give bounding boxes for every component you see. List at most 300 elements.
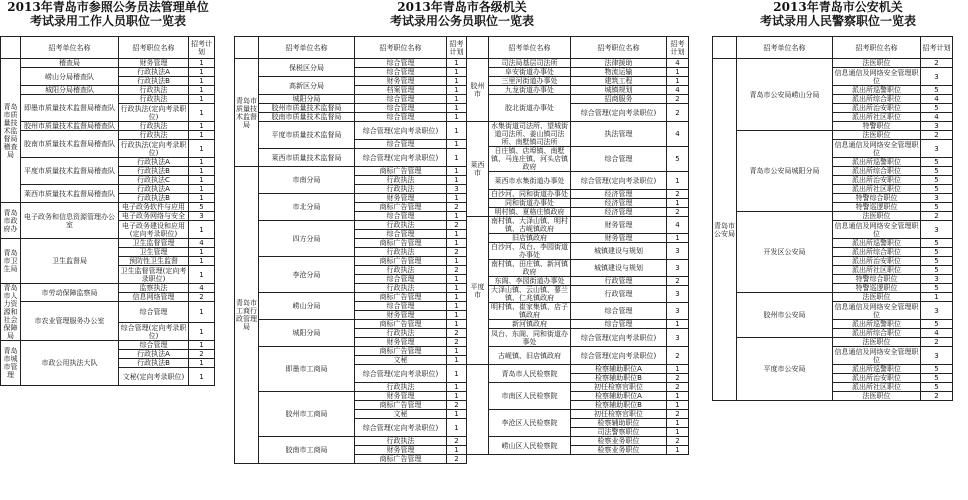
unit-cell: 莱西市质量技术监督局 (259, 149, 355, 167)
count-cell: 1 (189, 248, 215, 257)
count-cell: 1 (447, 410, 467, 419)
job-cell: 行政执法 (355, 248, 447, 257)
job-cell: 行政执法 (355, 221, 447, 230)
job-cell: 信息网络管理 (119, 293, 189, 302)
job-cell: 行政管理 (571, 277, 667, 286)
count-cell: 1 (189, 104, 215, 122)
job-cell: 行政执法C (119, 176, 189, 185)
job-cell: 派出所治安职位 (833, 176, 921, 185)
unit-cell: 胶州市工商局 (259, 392, 355, 437)
job-cell: 行政执法 (355, 185, 447, 194)
table-row (235, 293, 467, 302)
job-cell: 行政执法 (355, 437, 447, 446)
job-cell: 行政执法A (119, 68, 189, 77)
unit-cell: 市农业管理服务办公室 (21, 302, 119, 341)
job-cell: 派出所综合职位 (833, 329, 921, 338)
count-cell: 5 (921, 86, 953, 95)
unit-cell: 即墨市工商局 (259, 347, 355, 392)
job-cell: 综合管理(定向考录职位) (571, 172, 667, 190)
count-cell: 1 (667, 199, 689, 208)
count-cell: 4 (667, 122, 689, 147)
sheet-government-agencies (234, 0, 690, 500)
unit-cell: 平度市公安局 (737, 338, 833, 401)
job-cell: 行政执法 (119, 131, 189, 140)
job-cell: 文秘 (355, 356, 447, 365)
count-cell: 2 (447, 401, 467, 410)
org-cell (467, 365, 489, 455)
unit-cell: 同和街道办事处 (489, 199, 571, 208)
table-row (467, 190, 689, 199)
unit-cell: 保税区分局 (259, 59, 355, 77)
table-row (1, 185, 215, 194)
job-cell: 信息通信及网络安全管理职位 (834, 221, 919, 238)
unit-cell: 日庄镇、店埠镇、南墅镇、马连庄镇、河头店镇政府 (489, 147, 571, 172)
count-cell: 1 (667, 320, 689, 329)
header-count: 招考计划 (447, 37, 467, 59)
job-cell: 商标广告管理 (355, 347, 447, 356)
unit-cell: 青岛市人民检察院 (489, 365, 571, 383)
job-cell: 初任检察官职位 (571, 383, 667, 392)
count-cell: 1 (447, 86, 467, 95)
job-cell: 卫生管理 (119, 248, 189, 257)
count-cell: 1 (667, 365, 689, 374)
job-cell: 综合管理 (355, 113, 447, 122)
count-cell: 1 (189, 194, 215, 203)
count-cell: 1 (667, 419, 689, 428)
org-cell: 青岛市质量技术监督局稽查局 (1, 59, 21, 203)
table-row (1, 203, 215, 212)
job-cell: 综合管理(定向考录职位) (355, 365, 447, 383)
unit-cell: 三里河街道办事处 (489, 77, 571, 86)
org-cell: 青岛市公安局 (713, 59, 737, 401)
job-cell: 综合管理 (355, 140, 447, 149)
job-cell: 经济管理 (571, 190, 667, 199)
count-cell: 1 (447, 230, 467, 239)
job-cell: 检察辅助职位B (571, 374, 667, 383)
table-row (1, 158, 215, 167)
unit-cell: 莱西市质量技术监督局稽查队 (21, 185, 119, 203)
count-cell: 3 (921, 275, 953, 284)
unit-cell: 南村镇、田庄镇、新河镇政府 (489, 260, 571, 277)
count-cell: 3 (921, 122, 953, 131)
job-cell: 行政执法 (355, 176, 447, 185)
sheet1-position-table (0, 36, 215, 386)
unit-cell: 崂山区人民检察院 (489, 437, 571, 455)
count-cell: 2 (667, 277, 689, 286)
job-cell: 综合管理 (355, 59, 447, 68)
count-cell: 1 (447, 419, 467, 437)
count-cell: 1 (189, 185, 215, 194)
org-cell: 莱西市 (467, 122, 489, 217)
count-cell: 4 (921, 329, 953, 338)
count-cell: 1 (667, 234, 689, 243)
count-cell: 3 (667, 329, 689, 347)
unit-cell: 平度市质量技术监督局稽查队 (21, 158, 119, 185)
count-cell: 1 (667, 392, 689, 401)
header-count: 招考计划 (667, 37, 689, 59)
unit-cell: 李沧分局 (259, 257, 355, 293)
job-cell: 预防性卫生监督 (119, 257, 189, 266)
sheet2-title-line2: 考试录用公务员职位一览表 (389, 14, 534, 28)
count-cell: 3 (667, 243, 689, 260)
job-cell: 特警巡逻职位 (833, 284, 921, 293)
job-cell: 行政执法 (119, 122, 189, 131)
count-cell: 5 (921, 203, 953, 212)
unit-cell: 白沙河、同和街道办事处 (489, 190, 571, 199)
count-cell: 1 (447, 446, 467, 455)
count-cell: 5 (189, 203, 215, 212)
count-cell: 1 (447, 293, 467, 302)
unit-cell: 凤台、东阁、同和街道办事处 (489, 329, 571, 347)
table-row (235, 437, 467, 446)
count-cell: 2 (921, 59, 953, 68)
job-cell: 行政执法(定向考录职位) (119, 140, 189, 158)
table-row (467, 217, 689, 234)
count-cell: 1 (189, 68, 215, 77)
job-cell: 综合管理 (355, 302, 447, 311)
job-cell: 信息通信及网络安全管理职位 (834, 347, 919, 364)
count-cell: 1 (189, 221, 215, 239)
count-cell: 3 (667, 260, 689, 277)
job-cell: 行政执法 (119, 95, 189, 104)
count-cell: 2 (667, 95, 689, 104)
table-row (467, 437, 689, 446)
unit-cell: 司法局基层司法所 (489, 59, 571, 68)
count-cell: 4 (921, 95, 953, 104)
count-cell: 1 (447, 212, 467, 221)
unit-cell: 胶州市质量技术监督局 (259, 104, 355, 113)
table-row (235, 113, 467, 122)
count-cell: 3 (667, 286, 689, 303)
count-cell: 3 (921, 140, 953, 158)
table-row (235, 194, 467, 203)
job-cell: 派出所巡警职位 (833, 239, 921, 248)
job-cell: 综合管理 (355, 275, 447, 284)
count-cell: 1 (189, 131, 215, 140)
count-cell: 5 (921, 158, 953, 167)
job-cell: 综合管理 (355, 212, 447, 221)
job-cell: 财务管理 (571, 234, 667, 243)
header-job: 招考职位名称 (833, 37, 921, 59)
table-row (713, 338, 953, 347)
table-row (713, 212, 953, 221)
job-cell: 法医职位 (833, 212, 921, 221)
table-row (467, 199, 689, 208)
count-cell: 2 (447, 329, 467, 338)
count-cell: 2 (667, 383, 689, 392)
count-cell: 1 (189, 359, 215, 368)
count-cell: 2 (447, 455, 467, 464)
count-cell: 1 (447, 194, 467, 203)
table-row (1, 239, 215, 248)
unit-cell: 稽查局 (21, 59, 119, 68)
unit-cell: 崂山分局稽查队 (21, 68, 119, 86)
job-cell: 派出所综合职位 (833, 95, 921, 104)
table-row (1, 59, 215, 68)
count-cell: 5 (667, 147, 689, 172)
job-cell: 行政执法 (119, 86, 189, 95)
unit-cell: 市南区人民检察院 (489, 383, 571, 410)
count-cell: 2 (921, 131, 953, 140)
job-cell: 商标广告管理 (355, 239, 447, 248)
sheet-police-recruitment (712, 0, 951, 500)
count-cell: 1 (447, 77, 467, 86)
job-cell: 招商服务 (571, 95, 667, 104)
table-row (467, 365, 689, 374)
job-cell: 物流运输 (571, 68, 667, 77)
job-cell: 检察辅助职位B (571, 401, 667, 410)
table-row (235, 257, 467, 266)
count-cell: 1 (189, 302, 215, 323)
count-cell: 2 (921, 212, 953, 221)
count-cell: 5 (921, 104, 953, 113)
unit-cell: 开发区公安局 (737, 212, 833, 293)
job-cell: 商标广告管理 (355, 320, 447, 329)
count-cell: 1 (447, 122, 467, 140)
count-cell: 1 (447, 392, 467, 401)
table-row (235, 59, 467, 68)
job-cell: 特警综合职位 (833, 194, 921, 203)
count-cell: 1 (189, 158, 215, 167)
job-cell: 派出所巡警职位 (833, 320, 921, 329)
table-row (713, 293, 953, 302)
count-cell: 1 (921, 293, 953, 302)
count-cell: 3 (189, 212, 215, 221)
table-row (235, 77, 467, 86)
job-cell: 行政执法B (119, 77, 189, 86)
job-cell: 综合管理 (571, 147, 667, 172)
job-cell: 综合管理(定向考录职位) (355, 419, 447, 437)
job-cell: 城镇建设与规划 (571, 260, 667, 277)
count-cell: 5 (921, 257, 953, 266)
count-cell: 1 (447, 257, 467, 266)
count-cell: 1 (447, 347, 467, 356)
table-row (467, 77, 689, 86)
job-cell: 财务管理 (355, 338, 447, 347)
count-cell: 4 (667, 86, 689, 95)
job-cell: 派出所巡警职位 (833, 158, 921, 167)
job-cell: 综合管理 (119, 302, 189, 323)
job-cell: 行政执法 (355, 329, 447, 338)
count-cell: 1 (667, 428, 689, 437)
count-cell: 1 (447, 68, 467, 77)
count-cell: 2 (667, 374, 689, 383)
job-cell: 特警巡逻职位 (833, 203, 921, 212)
unit-cell: 胶州市质量技术监督局稽查队 (21, 122, 119, 131)
job-cell: 行政执法A (119, 185, 189, 194)
job-cell: 综合管理 (355, 68, 447, 77)
job-cell: 商标广告管理 (355, 257, 447, 266)
job-cell: 派出所社区职位 (833, 383, 921, 392)
unit-cell: 市政公用执法大队 (21, 341, 119, 386)
header-job: 招考职位名称 (571, 37, 667, 59)
table-row (1, 86, 215, 95)
count-cell: 1 (189, 368, 215, 386)
count-cell: 1 (667, 446, 689, 455)
job-cell: 财务管理 (355, 194, 447, 203)
count-cell: 1 (447, 167, 467, 176)
unit-cell: 东阁、李园街道办事处 (489, 277, 571, 286)
table-row (1, 95, 215, 104)
unit-cell: 四方分局 (259, 221, 355, 257)
count-cell: 1 (189, 86, 215, 95)
table-row (467, 208, 689, 217)
count-cell: 2 (189, 350, 215, 359)
job-cell: 文秘 (355, 410, 447, 419)
count-cell: 1 (447, 149, 467, 167)
job-cell: 财务管理 (355, 392, 447, 401)
job-cell: 综合管理(定向考录职位) (119, 323, 189, 341)
count-cell: 2 (447, 203, 467, 212)
count-cell: 1 (447, 302, 467, 311)
unit-cell: 九龙街道办事处 (489, 86, 571, 95)
count-cell: 4 (667, 217, 689, 234)
count-cell: 2 (189, 293, 215, 302)
count-cell: 2 (667, 410, 689, 419)
table-row (1, 284, 215, 293)
job-cell: 财务管理 (571, 217, 667, 234)
org-cell: 青岛市工商行政管理局 (235, 167, 259, 464)
job-cell: 信息通信及网络安全管理职位 (834, 302, 919, 319)
job-cell: 综合管理(定向考录职位) (355, 149, 447, 167)
count-cell: 4 (189, 284, 215, 293)
table-row (467, 260, 689, 277)
count-cell: 1 (189, 140, 215, 158)
unit-cell: 城阳分局 (259, 95, 355, 104)
count-cell: 4 (189, 239, 215, 248)
table-row (467, 172, 689, 190)
header-job: 招考职位名称 (355, 37, 447, 59)
unit-cell: 卫生监督局 (21, 239, 119, 284)
table-row (467, 68, 689, 77)
unit-cell: 胶北街道办事处 (489, 95, 571, 122)
job-cell: 检察辅助职位A (571, 365, 667, 374)
count-cell: 5 (921, 383, 953, 392)
count-cell: 1 (447, 140, 467, 149)
sheet2-title-line1: 2013年青岛市各级机关 (397, 0, 527, 14)
count-cell: 1 (189, 176, 215, 185)
job-cell: 城镇建设与规划 (571, 243, 667, 260)
count-cell: 3 (921, 347, 953, 365)
unit-cell: 白沙河、凤台、李园街道办事处 (489, 243, 571, 260)
unit-cell: 大泽山镇、云山镇、蓼兰镇、仁兆镇政府 (489, 286, 571, 303)
table-row (235, 167, 467, 176)
unit-cell: 旧店镇政府 (489, 234, 571, 243)
unit-cell: 市劳动保障监察局 (21, 284, 119, 302)
header-org (1, 37, 21, 59)
count-cell: 2 (667, 347, 689, 365)
unit-cell: 胶南市质量技术监督局稽查队 (21, 131, 119, 158)
header-unit: 招考单位名称 (259, 37, 355, 59)
count-cell: 2 (921, 392, 953, 401)
job-cell: 监察执法 (119, 284, 189, 293)
count-cell: 4 (921, 113, 953, 122)
sheet3-title-line1: 2013年青岛市公安机关 (773, 0, 903, 14)
header-org (467, 37, 489, 59)
sheet1-title-line1: 2013年青岛市参照公务员法管理单位 (7, 0, 209, 14)
job-cell: 综合管理(定向考录职位) (355, 122, 447, 140)
job-cell: 文秘(定向考录职位) (119, 368, 189, 386)
header-count: 招考计划 (921, 37, 953, 59)
job-cell: 综合管理(定向考录职位) (571, 347, 667, 365)
count-cell: 3 (667, 303, 689, 320)
table-row (467, 59, 689, 68)
table-row (467, 86, 689, 95)
count-cell: 1 (447, 311, 467, 320)
unit-cell: 城阳分局 (259, 320, 355, 347)
job-cell: 电子政务建设和应用(定向考录职位) (119, 221, 189, 239)
job-cell: 行政执法B (119, 194, 189, 203)
table-row (467, 347, 689, 365)
count-cell: 1 (447, 365, 467, 383)
unit-cell: 明村镇、崔家集镇、店子镇政府 (489, 303, 571, 320)
job-cell: 法律援助 (571, 59, 667, 68)
job-cell: 综合管理 (355, 104, 447, 113)
job-cell: 财务管理 (355, 77, 447, 86)
job-cell: 检察辅助职位A (571, 392, 667, 401)
count-cell: 1 (447, 284, 467, 293)
count-cell: 1 (447, 239, 467, 248)
unit-cell: 古岘镇、旧店镇政府 (489, 347, 571, 365)
job-cell: 特警综合职位 (833, 275, 921, 284)
unit-cell: 胶南市质量技术监督局 (259, 113, 355, 122)
sheet3-title-line2: 考试录用人民警察职位一览表 (759, 14, 916, 28)
job-cell: 派出所治安职位 (833, 374, 921, 383)
job-cell: 特警职位 (833, 122, 921, 131)
table-row (467, 320, 689, 329)
unit-cell: 水集街道司法所、望城街道司法所、姜山镇司法所、南墅镇司法所 (489, 122, 571, 147)
count-cell: 1 (189, 77, 215, 86)
job-cell: 初任检察官职位 (571, 410, 667, 419)
job-cell: 司法警察职位 (571, 428, 667, 437)
unit-cell: 李沧区人民检察院 (489, 410, 571, 437)
table-row (235, 221, 467, 230)
header-org (235, 37, 259, 59)
count-cell: 2 (667, 437, 689, 446)
job-cell: 行政管理 (571, 286, 667, 303)
unit-cell: 阜安街道办事处 (489, 68, 571, 77)
table-row (713, 59, 953, 68)
table-row (235, 149, 467, 167)
job-cell: 行政执法(定向考录职位) (119, 104, 189, 122)
org-cell: 胶州市 (467, 59, 489, 122)
table-row (467, 329, 689, 347)
table-row (713, 131, 953, 140)
count-cell: 2 (447, 437, 467, 446)
job-cell: 档案管理 (355, 86, 447, 95)
table-row (467, 286, 689, 303)
job-cell: 行政执法 (355, 284, 447, 293)
count-cell: 2 (447, 338, 467, 347)
job-cell: 卫生监督管理 (119, 239, 189, 248)
header-job: 招考职位名称 (119, 37, 189, 59)
job-cell: 商标广告管理 (355, 293, 447, 302)
job-cell: 经济管理 (571, 208, 667, 217)
count-cell: 1 (189, 59, 215, 68)
table-row (235, 392, 467, 401)
count-cell: 1 (447, 275, 467, 284)
job-cell: 电子政务网络与安全 (119, 212, 189, 221)
count-cell: 1 (189, 323, 215, 341)
count-cell: 1 (189, 341, 215, 350)
job-cell: 电子政务软件与应用 (119, 203, 189, 212)
job-cell: 商标广告管理 (355, 401, 447, 410)
table-row (467, 243, 689, 260)
count-cell: 5 (921, 248, 953, 257)
count-cell: 5 (921, 185, 953, 194)
job-cell: 商标广告管理 (355, 167, 447, 176)
table-row (235, 122, 467, 140)
